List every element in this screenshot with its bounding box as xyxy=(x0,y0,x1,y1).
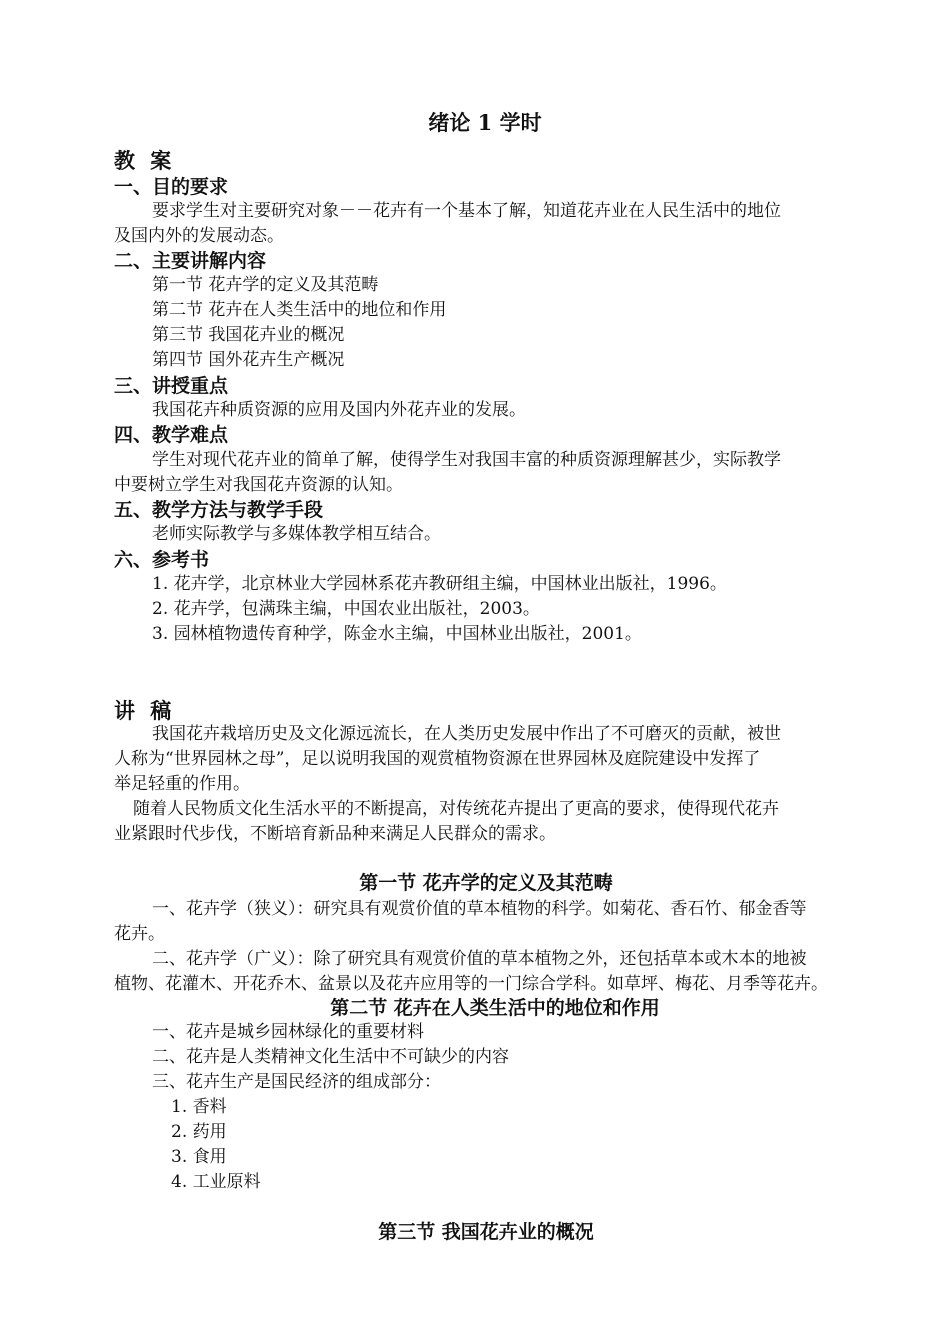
section-1-text-line: 花卉。 xyxy=(114,924,165,944)
section-2-subitem: 4. 工业原料 xyxy=(171,1172,261,1192)
section-1-text-line: 一、花卉学（狭义）：研究具有观赏价值的草本植物的科学。如菊花、香石竹、郁金香等 xyxy=(152,899,807,919)
section-heading-methods: 五、教学方法与教学手段 xyxy=(114,499,324,521)
content-item: 第一节 花卉学的定义及其范畴 xyxy=(152,275,379,295)
lecture-paragraph-line: 我国花卉栽培历史及文化源远流长，在人类历史发展中作出了不可磨灭的贡献，被世 xyxy=(152,724,781,744)
section-3-heading: 第三节 我国花卉业的概况 xyxy=(378,1221,594,1243)
lecture-paragraph-line: 举足轻重的作用。 xyxy=(114,774,250,794)
objectives-text-line: 要求学生对主要研究对象－－花卉有一个基本了解，知道花卉业在人民生活中的地位 xyxy=(152,201,781,221)
section-heading-objectives: 一、目的要求 xyxy=(114,176,229,198)
content-item: 第三节 我国花卉业的概况 xyxy=(152,325,345,345)
reference-item: 1. 花卉学，北京林业大学园林系花卉教研组主编，中国林业出版社，1996。 xyxy=(152,574,727,594)
difficulties-text-line: 中要树立学生对我国花卉资源的认知。 xyxy=(114,475,403,495)
key-points-text: 我国花卉种质资源的应用及国内外花卉业的发展。 xyxy=(152,400,526,420)
section-1-heading: 第一节 花卉学的定义及其范畴 xyxy=(359,872,613,894)
lecture-paragraph-line: 业紧跟时代步伐，不断培育新品种来满足人民群众的需求。 xyxy=(114,824,556,844)
content-item: 第二节 花卉在人类生活中的地位和作用 xyxy=(152,300,447,320)
section-2-subitem: 2. 药用 xyxy=(171,1122,227,1142)
section-1-text-line: 二、花卉学（广义）：除了研究具有观赏价值的草本植物之外，还包括草本或木本的地被 xyxy=(152,949,807,969)
reference-item: 3. 园林植物遗传育种学，陈金水主编，中国林业出版社，2001。 xyxy=(152,624,642,644)
section-heading-content: 二、主要讲解内容 xyxy=(114,250,267,272)
section-heading-difficulties: 四、教学难点 xyxy=(114,424,229,446)
section-heading-key-points: 三、讲授重点 xyxy=(114,375,229,397)
document-title: 绪论 1 学时 xyxy=(428,110,542,135)
section-2-item: 三、花卉生产是国民经济的组成部分： xyxy=(152,1072,441,1092)
methods-text: 老师实际教学与多媒体教学相互结合。 xyxy=(152,524,441,544)
lecture-paragraph-line: 随着人民物质文化生活水平的不断提高，对传统花卉提出了更高的要求，使得现代花卉 xyxy=(133,799,779,819)
objectives-text-line: 及国内外的发展动态。 xyxy=(114,226,284,246)
lecture-paragraph-line: 人称为“世界园林之母”，足以说明我国的观赏植物资源在世界园林及庭院建设中发挥了 xyxy=(114,749,761,769)
lesson-plan-heading: 教 案 xyxy=(114,149,176,173)
section-2-subitem: 3. 食用 xyxy=(171,1147,227,1167)
section-2-subitem: 1. 香料 xyxy=(171,1097,227,1117)
section-heading-references: 六、参考书 xyxy=(114,549,210,571)
difficulties-text-line: 学生对现代花卉业的简单了解，使得学生对我国丰富的种质资源理解甚少，实际教学 xyxy=(152,450,781,470)
section-2-item: 一、花卉是城乡园林绿化的重要材料 xyxy=(152,1022,424,1042)
section-2-item: 二、花卉是人类精神文化生活中不可缺少的内容 xyxy=(152,1047,509,1067)
section-1-text-line: 植物、花灌木、开花乔木、盆景以及花卉应用等的一门综合学科。如草坪、梅花、月季等花卉。 xyxy=(114,974,828,994)
reference-item: 2. 花卉学，包满珠主编，中国农业出版社，2003。 xyxy=(152,599,540,619)
content-item: 第四节 国外花卉生产概况 xyxy=(152,350,345,370)
section-2-heading: 第二节 花卉在人类生活中的地位和作用 xyxy=(330,997,660,1019)
lecture-notes-heading: 讲 稿 xyxy=(114,699,176,723)
